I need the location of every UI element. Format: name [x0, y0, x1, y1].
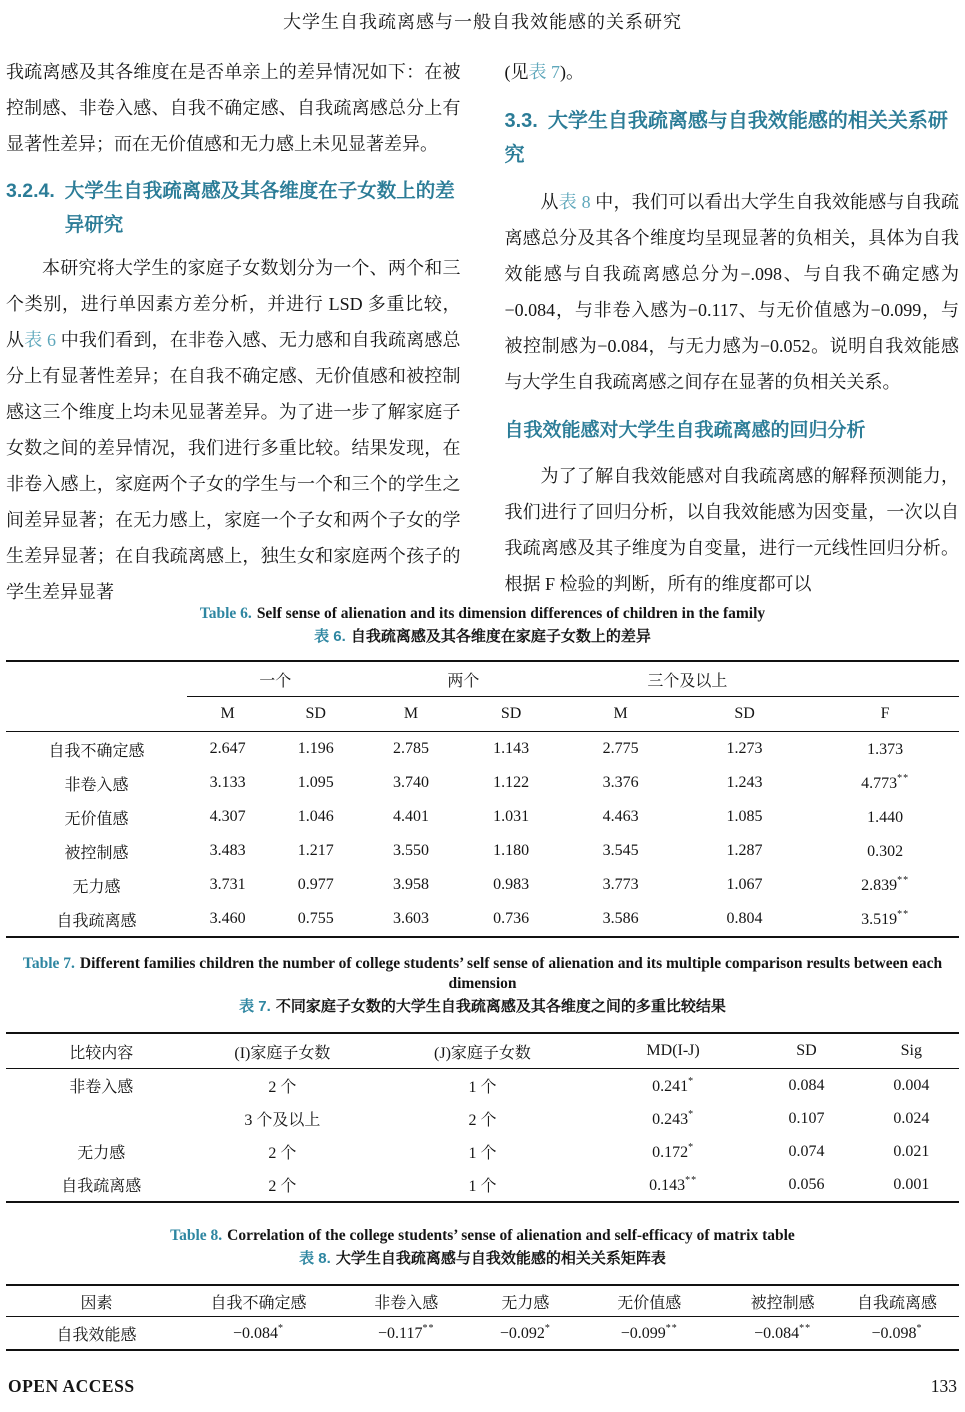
table7-caption-zh [6, 996, 959, 1017]
table6-caption-en [6, 604, 959, 624]
row-label: 无力感 [72, 878, 121, 896]
cell: 1.273 [726, 740, 763, 757]
cell: 0.977 [297, 876, 334, 893]
cell: 1.243 [726, 774, 763, 791]
cell: 0.172* [652, 1141, 695, 1161]
cell: −0.084* [233, 1323, 285, 1342]
table8-header-row [6, 1285, 959, 1317]
column-header: SD [749, 1033, 863, 1069]
cell: 1.046 [297, 808, 334, 825]
right-column [505, 54, 960, 606]
cell: 0.056 [788, 1175, 825, 1193]
cell: 2 个 [468, 1112, 497, 1129]
table6-ref-link[interactable]: 表 6 [24, 330, 57, 350]
cell: 3.483 [209, 842, 246, 859]
table6-caption-label-en: Table 6. [199, 605, 252, 622]
cell: 0.001 [893, 1175, 930, 1193]
table-row [6, 800, 959, 834]
cell: 3.376 [602, 774, 639, 791]
page-footer [8, 1376, 957, 1397]
cell: 4.401 [393, 808, 429, 825]
table-row [6, 732, 959, 767]
text-run: )。 [560, 62, 584, 82]
cell: 1.095 [297, 774, 334, 791]
column-header: SD [268, 697, 363, 732]
cell: 3 个及以上 [244, 1112, 321, 1129]
table8-ref-link[interactable]: 表 8 [558, 192, 591, 212]
section-heading-3-2-4 [6, 174, 461, 242]
page-number: 133 [930, 1376, 957, 1396]
cell: 1.217 [297, 842, 334, 859]
cell: −0.117** [378, 1323, 435, 1342]
cell: −0.099** [620, 1323, 678, 1342]
column-header: 比较内容 [6, 1033, 197, 1069]
open-access-label: OPEN ACCESS [8, 1376, 135, 1396]
cell: 3.550 [393, 842, 429, 859]
column-header: M [363, 697, 458, 732]
section-heading-3-3 [505, 104, 960, 172]
cell: 1 个 [468, 1145, 497, 1162]
left-column [6, 54, 461, 606]
cell: 1.067 [726, 876, 763, 893]
cell: 0.074 [788, 1142, 825, 1160]
column-header: M [563, 697, 677, 732]
table-row [6, 1317, 959, 1351]
table8-caption [6, 1226, 959, 1269]
text-run: (见 [504, 62, 529, 82]
cell: 0.302 [867, 843, 904, 860]
table-row [6, 766, 959, 800]
cell: 3.603 [393, 910, 429, 927]
text-run: 中，我们可以看出大学生自我效能感与自我疏离感总分及其各个维度均呈现显著的负相关，具体为自我效能感与自我疏离感总分为−.098、与自我不确定感为−0.084，与非卷入感为−0.117、与无价值感为−0.099，与被控制感为−0.084，与无力感为−0.052。说明自我效能感与大学生自我疏离感之间存在显著的负相关关系。 [504, 192, 959, 392]
row-label: 无力感 [77, 1145, 126, 1162]
column-header: 被控制感 [730, 1285, 835, 1317]
cell: 3.545 [602, 842, 639, 859]
cell: 0.024 [893, 1109, 930, 1127]
row-label: 自我效能感 [56, 1326, 137, 1344]
table6-caption-label-zh: 表 6. [314, 628, 346, 645]
table6-group-header-row [6, 661, 959, 697]
table7-ref-link[interactable]: 表 7 [528, 62, 560, 82]
cell: 4.773** [861, 773, 910, 792]
table8-caption-text-en: Correlation of the college students’ sense of alienation and self-efficacy of matrix table [227, 1227, 795, 1244]
row-label: 自我不确定感 [48, 742, 145, 760]
table-row [6, 1168, 959, 1202]
text-run: 从 [540, 192, 559, 212]
cell: 1.287 [726, 842, 763, 859]
table7-header-row [6, 1033, 959, 1069]
cell: 2.785 [393, 740, 429, 757]
column-header: MD(I-J) [597, 1033, 749, 1069]
table-row [6, 1135, 959, 1168]
row-label: 非卷入感 [69, 1079, 134, 1096]
table8-caption-label-zh: 表 8. [299, 1250, 331, 1267]
cell: 1.122 [493, 774, 530, 791]
column-header: 无价值感 [568, 1285, 730, 1317]
section-number: 3.2.4. [6, 180, 55, 202]
cell: 0.243* [652, 1108, 695, 1128]
column-header: 自我疏离感 [835, 1285, 959, 1317]
column-header: 自我不确定感 [187, 1285, 330, 1317]
row-label: 非卷入感 [64, 776, 129, 794]
table-row [6, 834, 959, 868]
cell: 1.180 [493, 842, 530, 859]
cell: 1.373 [867, 741, 904, 758]
table7-caption-text-zh: 不同家庭子女数的大学生自我疏离感及其各维度之间的多重比较结果 [275, 998, 726, 1015]
cell: 1.085 [726, 808, 763, 825]
cell: 2.839** [861, 875, 910, 894]
cell: 0.736 [493, 910, 530, 927]
cell: 3.586 [602, 910, 639, 927]
cell: 1.143 [493, 740, 530, 757]
section-title: 大学生自我疏离感与自我效能感的相关关系研究 [504, 110, 948, 166]
cell: 2.775 [602, 740, 639, 757]
cell: 3.958 [393, 876, 429, 893]
table8 [6, 1284, 959, 1351]
cell: −0.092* [499, 1323, 551, 1342]
cell: 3.519** [861, 909, 910, 928]
paragraph: 为了了解自我效能感对自我疏离感的解释预测能力，我们进行了回归分析，以自我效能感为因变量，一次以自我疏离感及其子维度为自变量，进行一元线性回归分析。根据 F 检验的判断，所有的维度都可以 [504, 466, 959, 594]
cell: 3.460 [209, 910, 246, 927]
table6-caption [6, 604, 959, 647]
cell: 1.031 [493, 808, 530, 825]
cell: 2 个 [268, 1145, 297, 1162]
cell: 2 个 [268, 1178, 297, 1195]
cell: 3.740 [393, 774, 429, 791]
running-title: 大学生自我疏离感与一般自我效能感的关系研究 [283, 12, 682, 32]
paragraph [505, 184, 960, 400]
table7-caption-text-en: Different families children the number of college students’ self sense of alienation and its multiple comparison results between each dimension [79, 955, 943, 992]
cell: 4.463 [602, 808, 639, 825]
row-label: 自我疏离感 [61, 1178, 142, 1195]
column-header: Sig [864, 1033, 959, 1069]
body-columns [6, 54, 959, 606]
table7-caption [6, 954, 959, 1017]
column-header: 无力感 [482, 1285, 568, 1317]
cell: 0.983 [493, 876, 530, 893]
table-row [6, 1069, 959, 1103]
cell: 3.773 [602, 876, 639, 893]
row-label: 自我疏离感 [56, 912, 137, 930]
cell: 1 个 [468, 1079, 497, 1096]
table8-caption-label-en: Table 8. [170, 1227, 223, 1244]
column-header: (I)家庭子女数 [197, 1033, 369, 1069]
cell: 2.647 [209, 740, 246, 757]
column-header: 非卷入感 [330, 1285, 482, 1317]
cell: −0.098* [871, 1323, 923, 1342]
table8-caption-zh [6, 1248, 959, 1269]
cell: 0.004 [893, 1076, 930, 1094]
table-row [6, 1102, 959, 1135]
regression-heading: 自我效能感对大学生自我疏离感的回归分析 [504, 420, 866, 441]
cell: 0.084 [788, 1076, 825, 1094]
cell: 1.196 [297, 740, 334, 757]
table6-caption-text-zh: 自我疏离感及其各维度在家庭子女数上的差异 [350, 628, 651, 645]
table7-caption-en [6, 954, 959, 994]
column-header: M [187, 697, 268, 732]
table-row [6, 868, 959, 902]
paragraph [6, 250, 461, 606]
row-label [6, 1102, 197, 1135]
text-run: 中我们看到，在非卷入感、无力感和自我疏离感总分上有显著性差异；在自我不确定感、无价值感和被控制感这三个维度上均未见显著差异。为了进一步了解家庭子女数之间的差异情况，我们进行多重比较。结果发现，在非卷入感上，家庭两个子女的学生与一个和三个的学生之间差异显著；在无力感上，家庭一个子女和两个子女的学生差异显著；在自我疏离感上，独生女和家庭两个孩子的学生差异显著 [6, 330, 461, 602]
row-label: 被控制感 [64, 844, 129, 862]
cell: 0.143** [649, 1174, 698, 1194]
table8-caption-text-zh: 大学生自我疏离感与自我效能感的相关关系矩阵表 [335, 1250, 666, 1267]
table8-caption-en [6, 1226, 959, 1246]
table6-caption-text-en: Self sense of alienation and its dimension differences of children in the family [256, 605, 766, 622]
cell: 1 个 [468, 1178, 497, 1195]
cell: 0.021 [893, 1142, 930, 1160]
column-header: (J)家庭子女数 [368, 1033, 597, 1069]
cell: −0.084** [754, 1323, 812, 1342]
column-header: 因素 [6, 1285, 187, 1317]
column-header: F [811, 697, 959, 732]
cell: 0.107 [788, 1109, 825, 1127]
group-header: 三个及以上 [563, 661, 811, 697]
cell: 1.440 [867, 809, 904, 826]
cell: 0.755 [297, 910, 334, 927]
section-title: 大学生自我疏离感及其各维度在子女数上的差异研究 [64, 180, 455, 236]
paragraph-continued [505, 54, 960, 90]
row-label: 无价值感 [64, 810, 129, 828]
group-header: 一个 [187, 661, 363, 697]
cell: 0.241* [652, 1075, 695, 1095]
cell: 3.731 [209, 876, 246, 893]
column-header: SD [459, 697, 564, 732]
cell: 3.133 [209, 774, 246, 791]
table6 [6, 660, 959, 938]
section-number: 3.3. [504, 110, 538, 132]
text-run: 本研究将大学生的家庭子女数划分为一个、两个和三个类别，进行单因素方差分析，并进行 LSD 多重比较，从 [6, 258, 461, 350]
cell: 0.804 [726, 910, 763, 927]
cell: 2 个 [268, 1079, 297, 1096]
table-row [6, 902, 959, 937]
table6-subheader-row [6, 697, 959, 732]
table7-caption-label-en: Table 7. [22, 955, 75, 972]
table6-caption-zh [6, 626, 959, 647]
table7-caption-label-zh: 表 7. [239, 998, 271, 1015]
paragraph-continued: 我疏离感及其各维度在是否单亲上的差异情况如下：在被控制感、非卷入感、自我不确定感、自我疏离感总分上有显著性差异；而在无价值感和无力感上未见显著差异。 [6, 62, 461, 154]
group-header: 两个 [363, 661, 563, 697]
cell: 4.307 [209, 808, 246, 825]
table7 [6, 1032, 959, 1203]
column-header: SD [678, 697, 811, 732]
